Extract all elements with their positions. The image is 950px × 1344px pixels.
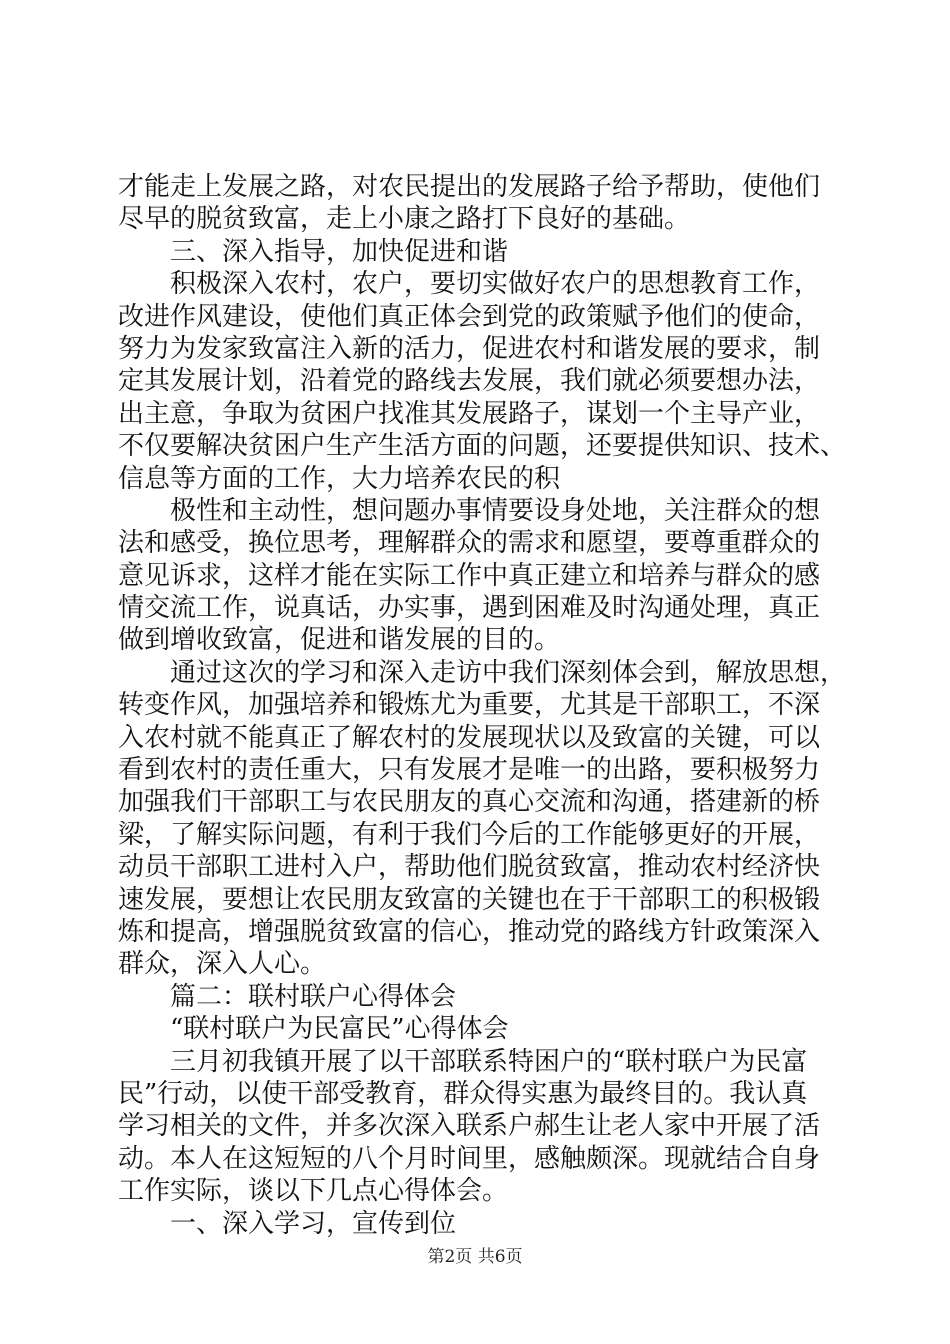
page-number-footer: 第2页 共6页 bbox=[427, 1247, 523, 1267]
text-line: 速发展，要想让农民朋友致富的关键也在于干部职工的积极锻 bbox=[118, 884, 821, 915]
text-line: 梁，了解实际问题，有利于我们今后的工作能够更好的开展， bbox=[118, 819, 821, 850]
article-heading: 篇二：联村联户心得体会 bbox=[118, 981, 457, 1012]
text-line: 积极深入农村，农户，要切实做好农户的思想教育工作， bbox=[118, 269, 821, 300]
section-heading: 一、深入学习，宣传到位 bbox=[118, 1208, 457, 1239]
text-line: 民”行动，以使干部受教育，群众得实惠为最终目的。我认真 bbox=[118, 1078, 808, 1109]
text-line: 不仅要解决贫困户生产生活方面的问题，还要提供知识、技术、 bbox=[118, 431, 847, 462]
text-line: 定其发展计划，沿着党的路线去发展，我们就必须要想办法， bbox=[118, 366, 821, 397]
text-line: 意见诉求，这样才能在实际工作中真正建立和培养与群众的感 bbox=[118, 560, 821, 591]
text-line: 才能走上发展之路，对农民提出的发展路子给予帮助，使他们 bbox=[118, 172, 821, 202]
text-line: 动员干部职工进村入户，帮助他们脱贫致富，推动农村经济快 bbox=[118, 852, 821, 883]
text-line: 转变作风，加强培养和锻炼尤为重要，尤其是干部职工，不深 bbox=[118, 690, 821, 721]
document-body bbox=[118, 171, 847, 1240]
text-line: 炼和提高，增强脱贫致富的信心，推动党的路线方针政策深入 bbox=[118, 916, 821, 947]
text-line: 看到农村的责任重大，只有发展才是唯一的出路，要积极努力 bbox=[118, 755, 821, 786]
text-line: 三月初我镇开展了以干部联系特困户的“联村联户为民富 bbox=[118, 1046, 808, 1077]
text-line: 学习相关的文件，并多次深入联系户郝生让老人家中开展了活 bbox=[118, 1111, 821, 1142]
section-heading: 三、深入指导，加快促进和谐 bbox=[118, 236, 509, 267]
text-line: 动。本人在这短短的八个月时间里，感触颇深。现就结合自身 bbox=[118, 1143, 821, 1174]
text-line: 极性和主动性，想问题办事情要设身处地，关注群众的想 bbox=[118, 495, 821, 526]
text-line: 法和感受，换位思考，理解群众的需求和愿望，要尊重群众的 bbox=[118, 528, 821, 559]
text-line: 工作实际，谈以下几点心得体会。 bbox=[118, 1176, 509, 1207]
text-line: 入农村就不能真正了解农村的发展现状以及致富的关键，可以 bbox=[118, 722, 821, 753]
text-line: 尽早的脱贫致富，走上小康之路打下良好的基础。 bbox=[118, 204, 691, 235]
text-line: 加强我们干部职工与农民朋友的真心交流和沟通，搭建新的桥 bbox=[118, 787, 821, 818]
text-line: 改进作风建设，使他们真正体会到党的政策赋予他们的使命， bbox=[118, 301, 821, 332]
text-line: 群众，深入人心。 bbox=[118, 949, 327, 980]
article-title: “联村联户为民富民”心得体会 bbox=[118, 1014, 509, 1045]
text-line: 情交流工作，说真话，办实事，遇到困难及时沟通处理，真正 bbox=[118, 593, 821, 624]
text-line: 通过这次的学习和深入走访中我们深刻体会到，解放思想， bbox=[118, 657, 847, 688]
text-line: 信息等方面的工作，大力培养农民的积 bbox=[118, 463, 561, 494]
text-line: 努力为发家致富注入新的活力，促进农村和谐发展的要求，制 bbox=[118, 333, 821, 364]
text-line: 做到增收致富，促进和谐发展的目的。 bbox=[118, 625, 561, 656]
text-line: 出主意，争取为贫困户找准其发展路子，谋划一个主导产业， bbox=[118, 398, 821, 429]
